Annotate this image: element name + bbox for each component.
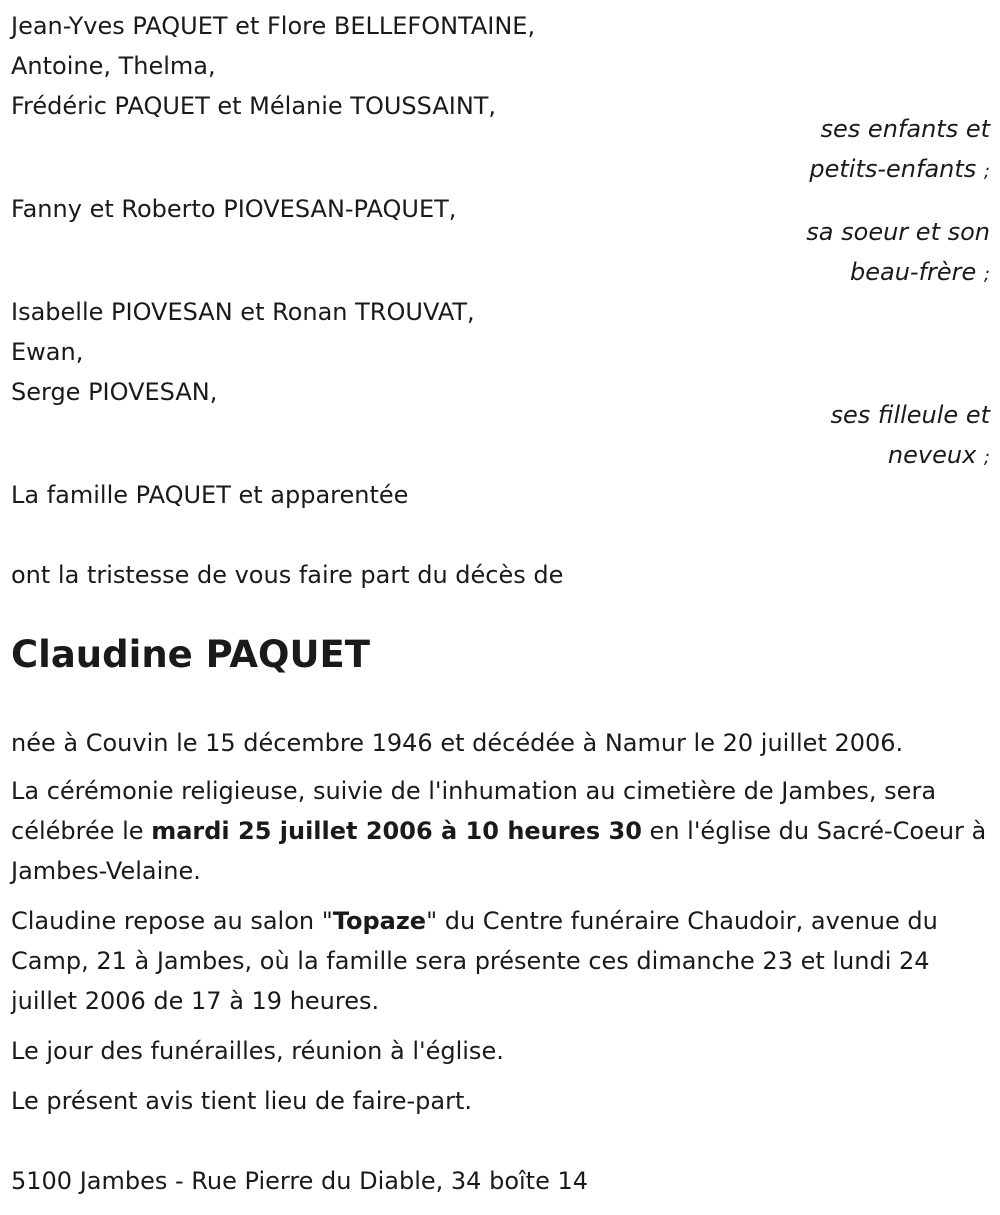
ceremony-paragraph: La cérémonie religieuse, suivie de l'inhumation au cimetière de Jambes, sera célébrée le mardi 25 juillet 2006 à 10 heures 30 en l'église du Sacré-Coeur à Jambes-Velaine. xyxy=(11,777,987,885)
family-line: Ewan, xyxy=(11,338,84,366)
meeting-paragraph: Le jour des funérailles, réunion à l'église. xyxy=(11,1037,504,1065)
announcement-text: ont la tristesse de vous faire part du décès de xyxy=(11,561,564,589)
family-line: Isabelle PIOVESAN et Ronan TROUVAT, xyxy=(11,298,475,326)
relation-line: petits-enfants ; xyxy=(809,155,990,183)
family-line: Jean-Yves PAQUET et Flore BELLEFONTAINE, xyxy=(11,12,536,40)
notice-paragraph: Le présent avis tient lieu de faire-part. xyxy=(11,1087,473,1115)
family-line: La famille PAQUET et apparentée xyxy=(11,481,409,509)
relation-line: ses enfants et xyxy=(820,115,990,143)
relation-line: ses filleule et xyxy=(830,401,990,429)
relation-line: sa soeur et son xyxy=(806,218,990,246)
deceased-name: Claudine PAQUET xyxy=(11,633,370,676)
birth-death-paragraph: née à Couvin le 15 décembre 1946 et décédée à Namur le 20 juillet 2006. xyxy=(11,729,904,757)
salon-name: Topaze xyxy=(332,907,427,935)
relation-line: neveux ; xyxy=(887,441,990,469)
address-line: 5100 Jambes - Rue Pierre du Diable, 34 boîte 14 xyxy=(11,1167,589,1195)
visitation-paragraph: Claudine repose au salon "Topaze" du Centre funéraire Chaudoir, avenue du Camp, 21 à Jambes, où la famille sera présente ces dimanche 23 et lundi 24 juillet 2006 de 17 à 19 heures. xyxy=(11,907,938,1015)
family-line: Frédéric PAQUET et Mélanie TOUSSAINT, xyxy=(11,92,497,120)
relation-line: beau-frère ; xyxy=(849,258,990,286)
ceremony-date-time: mardi 25 juillet 2006 à 10 heures 30 xyxy=(151,817,642,845)
family-line: Fanny et Roberto PIOVESAN-PAQUET, xyxy=(11,195,457,223)
family-line: Serge PIOVESAN, xyxy=(11,378,218,406)
family-line: Antoine, Thelma, xyxy=(11,52,216,80)
